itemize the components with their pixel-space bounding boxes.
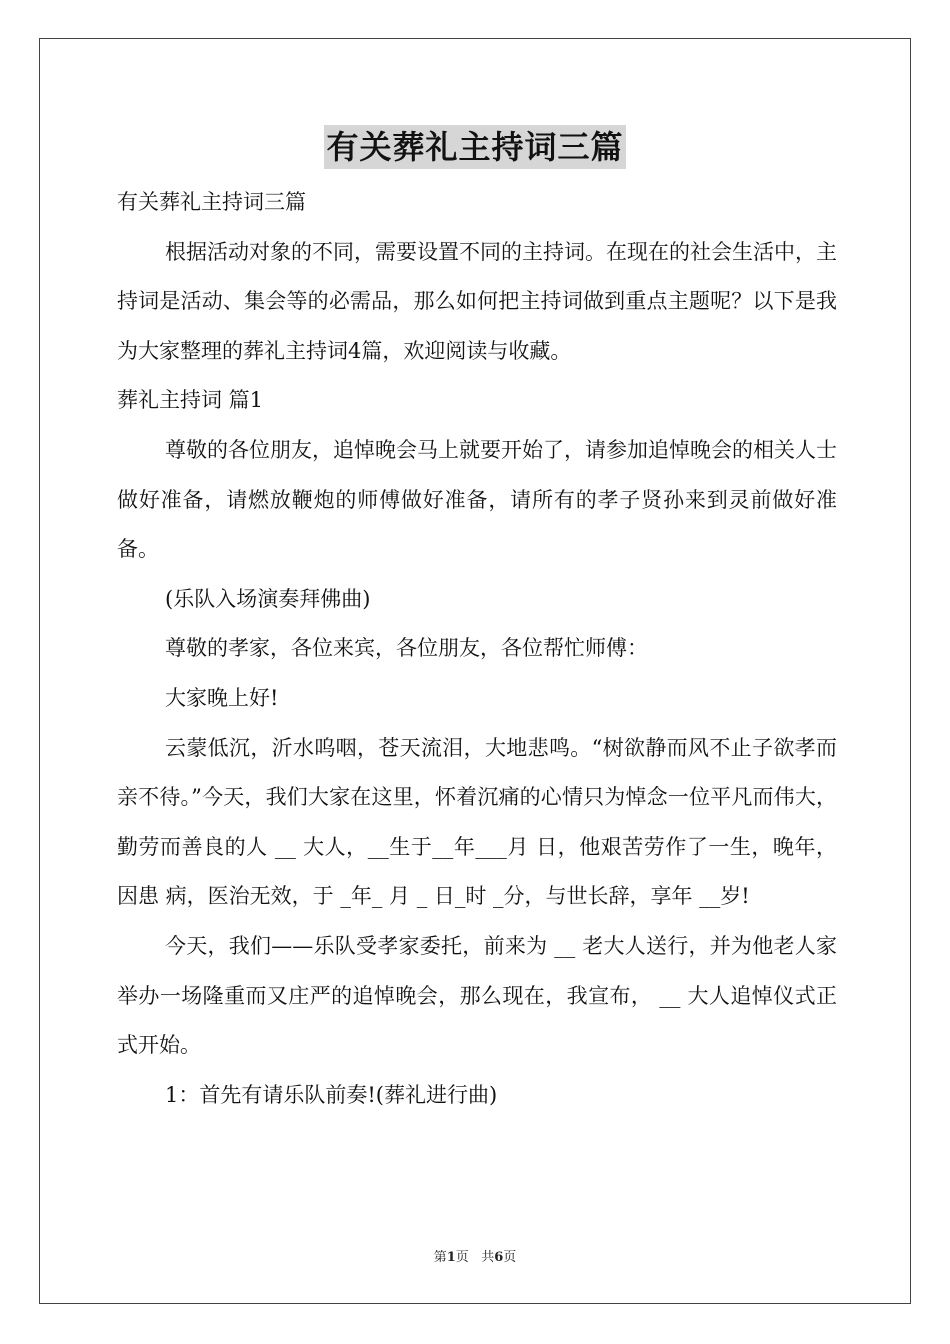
total-pages: 6 [494, 1250, 504, 1265]
subtitle-line: 有关葬礼主持词三篇 [117, 190, 306, 214]
document-title: 有关葬礼主持词三篇 [324, 125, 625, 169]
body-paragraph: 尊敬的孝家，各位来宾，各位朋友，各位帮忙师傅： [165, 636, 648, 661]
total-prefix: 共 [481, 1250, 495, 1265]
section-heading: 葬礼主持词 篇1 [117, 388, 264, 413]
page-prefix: 第 [433, 1250, 447, 1265]
title-container [0, 125, 950, 169]
body-paragraph: 大家晚上好! [165, 685, 279, 710]
document-body [117, 178, 837, 1120]
body-paragraph: 今天，我们——乐队受孝家委托，前来为 __ 老大人送行，并为他老人家举办一场隆重而又庄严的追悼晚会，那么现在，我宣布， __ 大人追悼仪式正式开始。 [117, 933, 837, 1058]
page-number: 1 [446, 1250, 456, 1265]
intro-paragraph: 根据活动对象的不同，需要设置不同的主持词。在现在的社会生活中，主持词是活动、集会等的必需品，那么如何把主持词做到重点主题呢？以下是我为大家整理的葬礼主持词4篇，欢迎阅读与收藏。 [117, 239, 837, 363]
body-paragraph: 1：首先有请乐队前奏!(葬礼进行曲) [165, 1082, 498, 1107]
page-footer [0, 1246, 950, 1265]
body-paragraph: (乐队入场演奏拜佛曲) [165, 586, 371, 611]
total-suffix: 页 [503, 1250, 517, 1265]
page-suffix: 页 [455, 1250, 469, 1265]
body-paragraph: 云蒙低沉，沂水呜咽，苍天流泪，大地悲鸣。“树欲静而风不止子欲孝而亲不待。”今天，我们大家在这里，怀着沉痛的心情只为悼念一位平凡而伟大，勤劳而善良的人 __ 大人，__生于__年___月 日，他艰苦劳作了一生，晚年，因患 病，医治无效，于 _年_ 月 _ 日_时 _分，与世长辞，享年 __岁! [117, 735, 837, 909]
body-paragraph: 尊敬的各位朋友，追悼晚会马上就要开始了，请参加追悼晚会的相关人士做好准备，请燃放鞭炮的师傅做好准备，请所有的孝子贤孙来到灵前做好准备。 [117, 437, 837, 562]
